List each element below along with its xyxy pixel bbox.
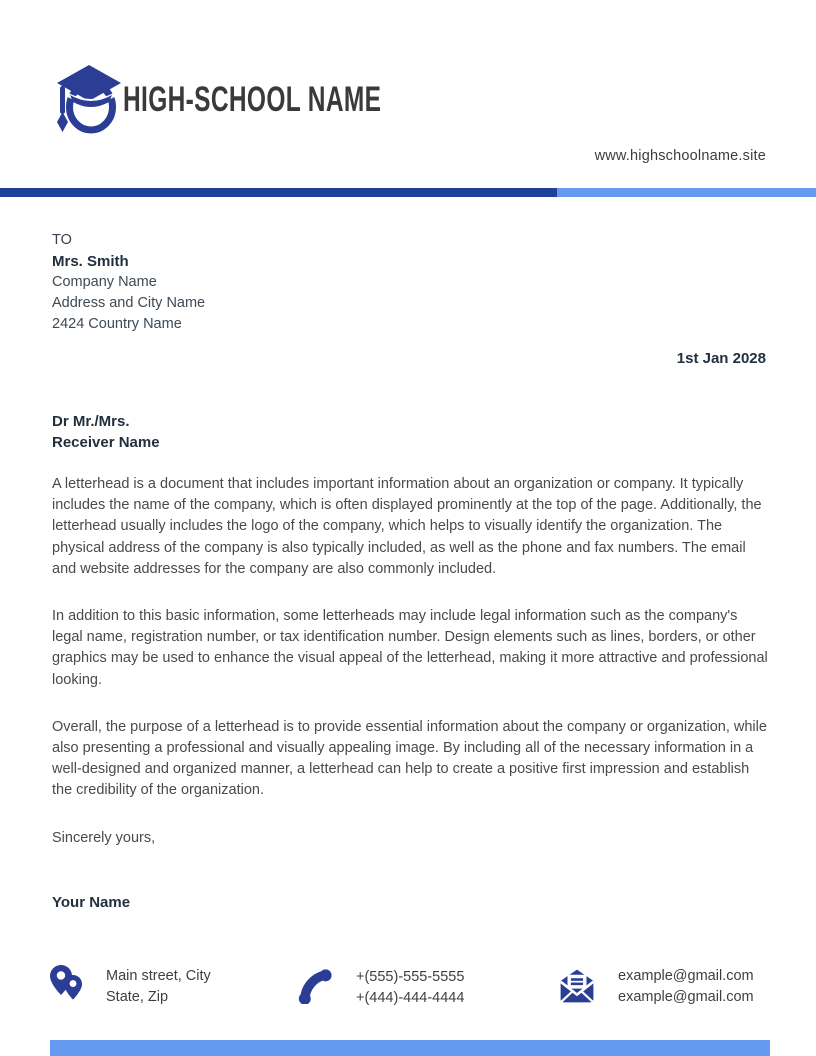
footer-phone-text bbox=[356, 967, 464, 1009]
recipient-company: Company Name bbox=[52, 274, 157, 290]
website-url[interactable]: www.highschoolname.site bbox=[594, 148, 766, 164]
salutation-line2: Receiver Name bbox=[52, 434, 160, 451]
salutation-block bbox=[52, 411, 160, 453]
footer-phone-line1: +(555)-555-5555 bbox=[356, 969, 465, 985]
footer-address-text bbox=[106, 966, 211, 1008]
footer-address-line1: Main street, City bbox=[106, 968, 211, 984]
recipient-block bbox=[52, 230, 205, 335]
graduate-cap-icon bbox=[52, 64, 122, 136]
recipient-country: 2424 Country Name bbox=[52, 316, 182, 332]
salutation-line1: Dr Mr./Mrs. bbox=[52, 413, 130, 430]
body-paragraph-3: Overall, the purpose of a letterhead is to provide essential information about the company or organization, while also presenting a professional and visually appealing image. By including all of the necessary information in a well-designed and organized manner, a letterhead can help to create a positive first impression and establish the credibility of the organization. bbox=[52, 718, 767, 799]
footer-email-line2[interactable]: example@gmail.com bbox=[618, 989, 754, 1005]
letter-body bbox=[52, 474, 768, 849]
closing-line: Sincerely yours, bbox=[52, 829, 156, 846]
footer-address-line2: State, Zip bbox=[106, 989, 169, 1005]
footer-email-line1[interactable]: example@gmail.com bbox=[618, 968, 754, 984]
email-icon bbox=[558, 968, 596, 1004]
signature-name: Your Name bbox=[52, 894, 131, 911]
footer-email-block bbox=[558, 962, 754, 1008]
footer-phone-line2: +(444)-444-4444 bbox=[356, 990, 465, 1006]
letter-date: 1st Jan 2028 bbox=[676, 350, 766, 367]
header-divider-bar bbox=[0, 188, 816, 197]
recipient-address: Address and City Name bbox=[52, 295, 206, 311]
footer-address-block bbox=[50, 962, 211, 1008]
footer-accent-bar bbox=[50, 1040, 770, 1056]
school-name-title: HIGH-SCHOOL NAME bbox=[123, 80, 382, 119]
to-label: TO bbox=[52, 232, 72, 248]
phone-icon bbox=[298, 968, 332, 1004]
footer-phone-block bbox=[298, 962, 464, 1009]
location-pin-icon bbox=[50, 965, 84, 1007]
footer-email-text bbox=[618, 966, 754, 1008]
body-paragraph-2: In addition to this basic information, some letterheads may include legal information such as the company's legal name, registration number, or tax identification number. Design elements such as lines, borders, or other graphics may be used to enhance the visual appeal of the letterhead, making it more attractive and professional looking. bbox=[52, 608, 768, 688]
divider-light-segment bbox=[557, 188, 816, 197]
recipient-name: Mrs. Smith bbox=[52, 253, 129, 270]
body-paragraph-1: A letterhead is a document that includes important information about an organization or company. It typically includes the name of the company, which is often displayed prominently at the top of the page. Additionally, the letterhead usually includes the logo of the company, which helps to visually identify the organization. The physical address of the company is also typically included, as well as the phone and fax numbers. The email and website addresses for the company are also commonly included. bbox=[52, 476, 762, 577]
divider-dark-segment bbox=[0, 188, 557, 197]
